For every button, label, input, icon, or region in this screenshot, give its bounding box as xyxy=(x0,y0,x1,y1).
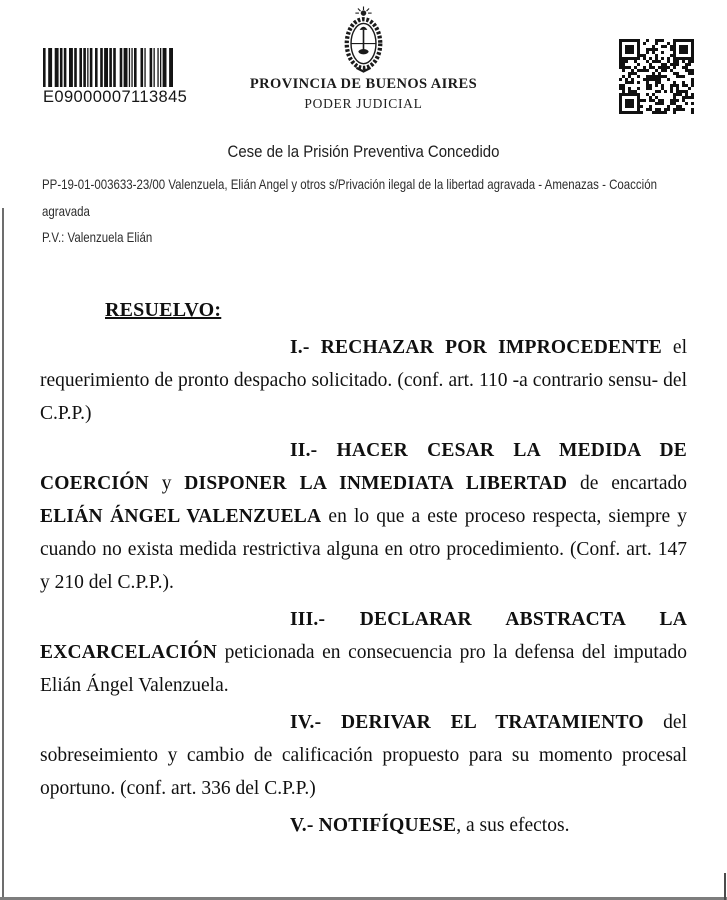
scan-edge-left-line xyxy=(2,208,4,900)
coat-of-arms-icon xyxy=(335,6,392,73)
resolution-paragraph xyxy=(40,331,687,430)
text-run: DISPONER LA INMEDIATA LIBERTAD xyxy=(184,473,568,494)
document-title: Cese de la Prisión Preventiva Concedido xyxy=(227,142,500,161)
text-run: III.- DECLARAR ABSTRACTA LA EXCARCELACIÓN xyxy=(40,609,687,663)
qr-code-icon xyxy=(619,39,694,114)
scan-edge-right-line xyxy=(724,873,726,900)
text-run: del sobreseimiento y cambio de calificación propuesto para su momento procesal oportuno. (conf. art. 336 del C.P.P.) xyxy=(40,712,687,799)
text-run: IV.- DERIVAR EL TRATAMIENTO xyxy=(290,712,644,733)
resolution-heading xyxy=(40,294,687,327)
case-party: P.V.: Valenzuela Elián xyxy=(42,229,153,245)
institution-name: PROVINCIA DE BUENOS AIRES xyxy=(249,76,478,92)
resolution-body xyxy=(40,294,687,846)
resolution-heading-text: RESUELVO: xyxy=(105,299,222,321)
text-run: en lo que a este proceso respecta, siempre y cuando no exista medida restrictiva alguna en otro procedimiento. (Conf. art. 147 y 210 del C.P.P.). xyxy=(40,506,687,593)
resolution-paragraph xyxy=(40,809,687,842)
text-run: , a sus efectos. xyxy=(456,815,570,836)
case-caption: PP-19-01-003633-23/00 Valenzuela, Elián Angel y otros s/Privación ilegal de la libertad agravada - Amenazas - Coacción agravada xyxy=(42,176,657,219)
text-run: peticionada en consecuencia pro la defensa del imputado Elián Ángel Valenzuela. xyxy=(40,642,687,696)
institution-header xyxy=(0,76,727,112)
resolution-paragraph xyxy=(40,603,687,702)
text-run: II.- HACER CESAR LA MEDIDA DE COERCIÓN xyxy=(40,440,687,494)
text-run: I.- RECHAZAR POR IMPROCEDENTE xyxy=(290,337,662,358)
text-run: V.- NOTIFÍQUESE xyxy=(290,815,457,836)
resolution-paragraph xyxy=(40,706,687,805)
text-run: y xyxy=(148,473,185,494)
case-caption-block xyxy=(42,171,688,251)
text-run: de encartado xyxy=(567,473,688,494)
barcode-value: E09000007113845 xyxy=(43,88,188,106)
text-run: ELIÁN ÁNGEL VALENZUELA xyxy=(40,506,322,527)
text-run: el requerimiento de pronto despacho solicitado. (conf. art. 110 -a contrario sensu- del C.P.P.) xyxy=(40,337,687,424)
institution-branch: PODER JUDICIAL xyxy=(304,96,423,111)
resolution-paragraph xyxy=(40,434,687,599)
resolution-paragraphs xyxy=(40,331,687,842)
